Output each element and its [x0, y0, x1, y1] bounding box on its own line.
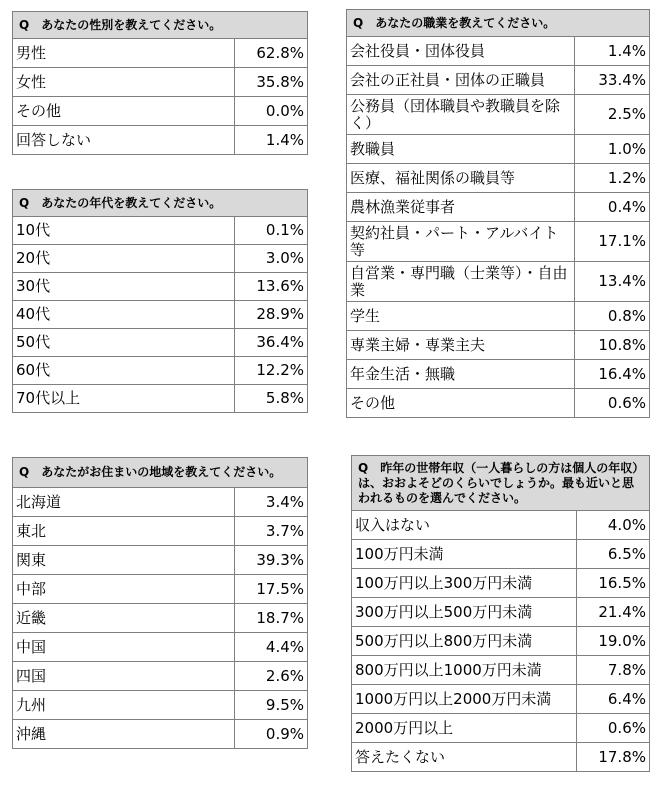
- table-row: [347, 302, 650, 331]
- row-label: 30代: [13, 273, 235, 301]
- row-label: 年金生活・無職: [347, 360, 575, 389]
- row-label: 関東: [13, 546, 235, 575]
- table-row: [347, 193, 650, 222]
- row-value: 3.4%: [235, 488, 308, 517]
- row-value: 21.4%: [577, 598, 650, 627]
- row-value: 36.4%: [235, 329, 308, 357]
- question-occupation: Q あなたの職業を教えてください。: [347, 10, 650, 37]
- row-label: 100万円以上300万円未満: [352, 569, 577, 598]
- table-row: [13, 68, 308, 97]
- row-label: 東北: [13, 517, 235, 546]
- row-value: 17.1%: [575, 222, 650, 262]
- row-value: 0.6%: [577, 714, 650, 743]
- table-row: [13, 39, 308, 68]
- table-row: [13, 97, 308, 126]
- row-value: 4.4%: [235, 633, 308, 662]
- row-value: 0.4%: [575, 193, 650, 222]
- row-label: 専業主婦・専業主夫: [347, 331, 575, 360]
- row-label: 医療、福祉関係の職員等: [347, 164, 575, 193]
- table-row: [347, 331, 650, 360]
- row-label: 中部: [13, 575, 235, 604]
- row-label: 九州: [13, 691, 235, 720]
- row-value: 12.2%: [235, 357, 308, 385]
- row-value: 0.0%: [235, 97, 308, 126]
- row-value: 2.6%: [235, 662, 308, 691]
- row-value: 62.8%: [235, 39, 308, 68]
- row-label: 100万円未満: [352, 540, 577, 569]
- age-table: [12, 189, 308, 413]
- table-row: [13, 245, 308, 273]
- row-value: 7.8%: [577, 656, 650, 685]
- row-label: 500万円以上800万円未満: [352, 627, 577, 656]
- row-value: 13.4%: [575, 262, 650, 302]
- table-row: [13, 273, 308, 301]
- row-value: 16.4%: [575, 360, 650, 389]
- income-table: [351, 455, 650, 772]
- table-row: [352, 714, 650, 743]
- row-label: 70代以上: [13, 385, 235, 413]
- row-value: 6.5%: [577, 540, 650, 569]
- table-row: [13, 329, 308, 357]
- row-value: 10.8%: [575, 331, 650, 360]
- table-row: [13, 517, 308, 546]
- row-label: 近畿: [13, 604, 235, 633]
- row-value: 0.8%: [575, 302, 650, 331]
- row-label: 会社の正社員・団体の正職員: [347, 66, 575, 95]
- row-label: 800万円以上1000万円未満: [352, 656, 577, 685]
- row-label: 会社役員・団体役員: [347, 37, 575, 66]
- row-label: 50代: [13, 329, 235, 357]
- table-row: [13, 385, 308, 413]
- table-row: [13, 488, 308, 517]
- table-row: [347, 262, 650, 302]
- table-row: [13, 720, 308, 749]
- row-value: 28.9%: [235, 301, 308, 329]
- row-label: 10代: [13, 217, 235, 245]
- row-label: 農林漁業従事者: [347, 193, 575, 222]
- question-gender: Q あなたの性別を教えてください。: [13, 12, 308, 39]
- gender-table: [12, 11, 308, 155]
- row-value: 16.5%: [577, 569, 650, 598]
- table-row: [347, 37, 650, 66]
- row-label: その他: [13, 97, 235, 126]
- table-row: [13, 604, 308, 633]
- row-value: 1.4%: [235, 126, 308, 155]
- row-value: 6.4%: [577, 685, 650, 714]
- row-label: 四国: [13, 662, 235, 691]
- row-value: 33.4%: [575, 66, 650, 95]
- table-row: [352, 598, 650, 627]
- row-value: 3.7%: [235, 517, 308, 546]
- table-row: [13, 575, 308, 604]
- row-value: 1.2%: [575, 164, 650, 193]
- row-label: 300万円以上500万円未満: [352, 598, 577, 627]
- row-label: 女性: [13, 68, 235, 97]
- row-value: 5.8%: [235, 385, 308, 413]
- table-row: [352, 569, 650, 598]
- row-label: 20代: [13, 245, 235, 273]
- row-label: 教職員: [347, 135, 575, 164]
- table-row: [13, 357, 308, 385]
- row-value: 1.0%: [575, 135, 650, 164]
- table-row: [352, 540, 650, 569]
- question-age: Q あなたの年代を教えてください。: [13, 190, 308, 217]
- table-row: [13, 301, 308, 329]
- row-value: 0.9%: [235, 720, 308, 749]
- row-label: 答えたくない: [352, 743, 577, 772]
- region-table: [12, 457, 308, 749]
- table-row: [352, 656, 650, 685]
- row-value: 2.5%: [575, 95, 650, 135]
- row-value: 13.6%: [235, 273, 308, 301]
- row-value: 0.1%: [235, 217, 308, 245]
- row-label: 収入はない: [352, 511, 577, 540]
- table-row: [347, 360, 650, 389]
- table-row: [347, 135, 650, 164]
- table-row: [352, 743, 650, 772]
- table-row: [13, 662, 308, 691]
- row-value: 17.5%: [235, 575, 308, 604]
- row-label: 2000万円以上: [352, 714, 577, 743]
- table-row: [347, 389, 650, 418]
- row-label: 1000万円以上2000万円未満: [352, 685, 577, 714]
- table-row: [352, 685, 650, 714]
- row-label: 男性: [13, 39, 235, 68]
- row-value: 3.0%: [235, 245, 308, 273]
- row-label: 公務員（団体職員や教職員を除く）: [347, 95, 575, 135]
- table-row: [13, 691, 308, 720]
- table-row: [13, 217, 308, 245]
- row-value: 1.4%: [575, 37, 650, 66]
- row-value: 35.8%: [235, 68, 308, 97]
- row-label: 契約社員・パート・アルバイト等: [347, 222, 575, 262]
- occupation-table: [346, 9, 650, 418]
- row-label: 中国: [13, 633, 235, 662]
- row-value: 19.0%: [577, 627, 650, 656]
- row-label: 自営業・専門職（士業等）・自由業: [347, 262, 575, 302]
- row-value: 18.7%: [235, 604, 308, 633]
- row-label: 40代: [13, 301, 235, 329]
- table-row: [347, 95, 650, 135]
- row-label: 回答しない: [13, 126, 235, 155]
- row-value: 9.5%: [235, 691, 308, 720]
- row-label: 北海道: [13, 488, 235, 517]
- question-income: Q 昨年の世帯年収（一人暮らしの方は個人の年収）は、おおよそどのくらいでしょうか。最も近いと思われるものを選んでください。: [352, 456, 650, 511]
- table-row: [13, 633, 308, 662]
- table-row: [352, 627, 650, 656]
- row-label: 学生: [347, 302, 575, 331]
- row-label: その他: [347, 389, 575, 418]
- row-value: 4.0%: [577, 511, 650, 540]
- question-region: Q あなたがお住まいの地域を教えてください。: [13, 458, 308, 488]
- row-label: 沖縄: [13, 720, 235, 749]
- table-row: [347, 164, 650, 193]
- row-label: 60代: [13, 357, 235, 385]
- table-row: [347, 66, 650, 95]
- row-value: 39.3%: [235, 546, 308, 575]
- table-row: [13, 126, 308, 155]
- row-value: 0.6%: [575, 389, 650, 418]
- table-row: [352, 511, 650, 540]
- table-row: [347, 222, 650, 262]
- table-row: [13, 546, 308, 575]
- row-value: 17.8%: [577, 743, 650, 772]
